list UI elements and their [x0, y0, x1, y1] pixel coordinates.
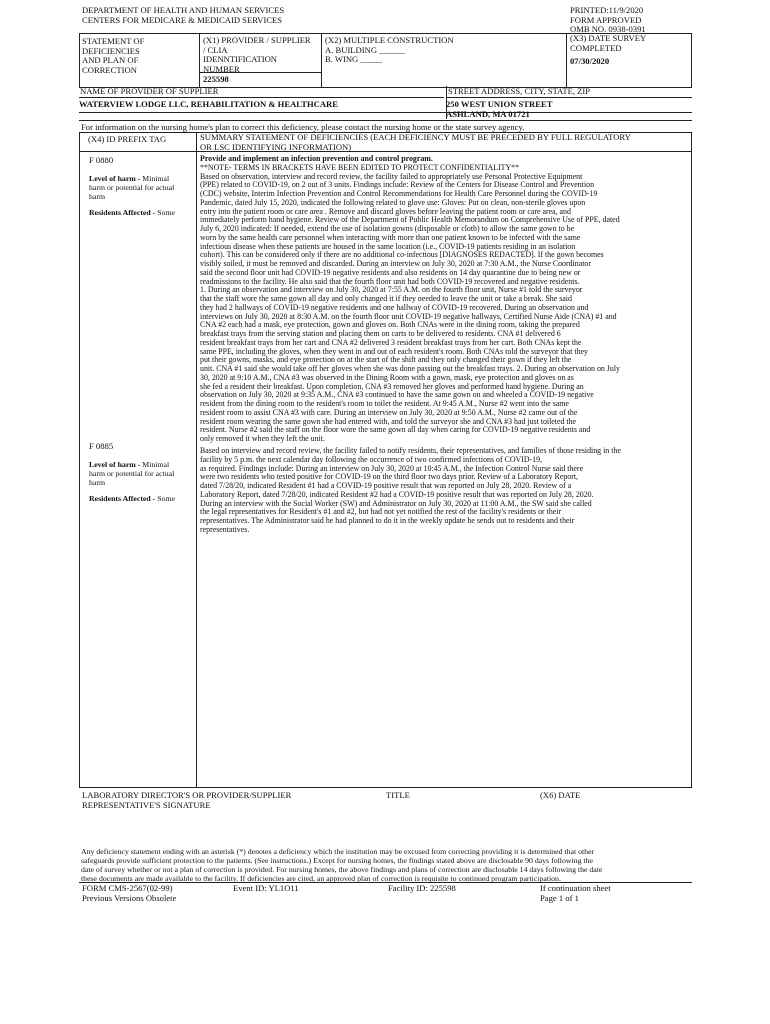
form-id: FORM CMS-2567(02-99) [82, 883, 173, 893]
dept-line-1: DEPARTMENT OF HEALTH AND HUMAN SERVICES [82, 5, 285, 15]
harm-label: Level of harm - [89, 174, 143, 183]
deficiency-line: Based on observation, interview and record review, the facility failed to appropriately use Personal Protective Equipment [200, 171, 583, 181]
deficiency-line: only removed it when they left the unit. [200, 434, 325, 443]
deficiency-line: Pandemic, dated July 15, 2020, indicated the following related to glove use: Gloves: Put on clean, non-sterile gloves upon [200, 197, 586, 207]
deficiency-line: July 6, 2020 indicated: If needed, extend the use of isolation gowns (disposable or cloth) to allow the same gown to be [200, 224, 575, 233]
grid-divider [321, 33, 322, 88]
form-approval-block [570, 6, 646, 35]
harm-value: Minimal [142, 174, 170, 183]
deficiency-line: unit. CNA #1 said she would take off her gloves when she was done passing out the breakfast trays. 2. During an observation on July [200, 364, 620, 373]
contact-info-line: For information on the nursing home's plan to correct this deficiency, please contact the nursing home or the state survey agency. [81, 122, 525, 132]
title-label: TITLE [386, 790, 410, 800]
form-id-block [82, 884, 176, 903]
deficiency-text-f0885 [200, 447, 690, 535]
residents-value: Some [157, 208, 175, 217]
tag-column-divider [196, 152, 197, 788]
grid-divider [566, 33, 567, 88]
omb-number: OMB NO. 0938-0391 [570, 24, 646, 35]
label-line: CORRECTION [82, 64, 137, 75]
label-line: B. WING _____ [325, 54, 382, 65]
frame-left [79, 152, 80, 788]
deficiency-line: Laboratory Report, dated 7/28/20, indicated Resident #2 had a COVID-19 positive result that was reported on July 28, 2020. [200, 489, 594, 499]
level-of-harm-f0880 [89, 174, 194, 201]
deficiency-line: (CDC) website, Interim Infection Prevention and Control Recommendations for Health Care Personnel during the COVID-19 [200, 189, 598, 198]
label-line: (X1) PROVIDER / SUPPLIER [203, 35, 311, 45]
label-line: STATEMENT OF [82, 36, 145, 46]
address-line-1: 250 WEST UNION STREET [446, 99, 553, 109]
deficiency-line: immediately perform hand hygiene. Review of the Department of Public Health Memorandum on Comprehensive Use of PPE, dated [200, 215, 620, 225]
frame-bottom [79, 787, 692, 788]
deficiency-line: put their gowns, masks, and eye protection on at the start of the shift and they only changed their gown if they left the [200, 355, 572, 365]
rule-line [79, 97, 444, 98]
harm-label: Level of harm - [89, 460, 143, 469]
deficiency-line: (PPE) related to COVID-19, on 2 out of 3 units. Findings include: Review of the Centers for Disease Control and Prevention [200, 180, 595, 190]
deficiency-line: During an interview with the Social Worker (SW) and Administrator on July 30, 2020 at 11:00 A.M., the SW said she called [200, 498, 592, 508]
address-label: STREET ADDRESS, CITY, STATE, ZIP [448, 86, 591, 96]
deficiency-text-f0880 [200, 155, 690, 444]
id-prefix-tag-header: (X4) ID PREFIX TAG [88, 134, 167, 144]
deficiency-line: **NOTE- TERMS IN BRACKETS HAVE BEEN EDITED TO PROTECT CONFIDENTIALITY** [200, 162, 520, 172]
disclaimer-line: date of survey whether or not a plan of correction is provided. For nursing homes, the above findings and plans of correction are disclosable 14 days following the date [81, 865, 603, 874]
deficiency-line: interviews on July 30, 2020 at 8:30 A.M. on the fourth floor unit COVID-19 negative hallways, Certified Nurse Aide (CNA) #1 and [200, 311, 617, 321]
disclaimer-line: Any deficiency statement ending with an asterisk (*) denotes a deficiency which the institution may be excused from correcting providing it is determined that other [81, 847, 595, 856]
residents-label: Residents Affected - [89, 208, 158, 217]
label-line: AND PLAN OF [82, 55, 139, 66]
disclaimer-line: safeguards provide sufficient protection to the patients. (See instructions.) Except for nursing homes, the findings stated above are disclosable 90 days following the [81, 856, 593, 865]
label-line: (X3) DATE SURVEY [570, 33, 647, 43]
grid-divider [199, 33, 200, 88]
deficiency-line: representatives. The Administrator said he had planned to do it in the weekly update he sends out to residents and their [200, 516, 575, 525]
deficiency-line: she fed a resident their breakfast. Upon completion, CNA #3 removed her gloves and performed hand hygiene. During an [200, 381, 584, 391]
disclaimer [81, 847, 693, 883]
header-line: OR LSC IDENTIFYING INFORMATION) [200, 141, 352, 152]
residents-affected-f0885 [89, 494, 175, 503]
provider-name-label: NAME OF PROVIDER OF SUPPLIER [80, 86, 219, 96]
summary-statement-header [200, 133, 631, 152]
deficiency-line: breakfast trays from the serving station and placing them on carts to be delivered to residents. CNA #1 delivered 6 [200, 329, 561, 338]
residents-affected-f0880 [89, 208, 175, 217]
date-label: (X6) DATE [540, 790, 581, 800]
label-line: / CLIA [203, 44, 228, 55]
deficiency-line: cohort). This can be considered only if there are no additional co-infectious [DIAGNOSES REDACTED]. If the gown becomes [200, 250, 604, 260]
statement-of-deficiencies-label [82, 37, 144, 75]
deficiency-line: resident room to assist CNA #3 with care. During an interview on July 30, 2020 at 9:50 A.M., Nurse #2 came out of the [200, 407, 578, 417]
residents-value: Some [157, 494, 175, 503]
deficiency-line: representatives. [200, 524, 250, 534]
disclaimer-line: these documents are made available to the facility. If deficiencies are cited, an approved plan of correction is requisite to continued program participation. [81, 874, 561, 883]
director-signature-label [82, 791, 291, 810]
rule-line [79, 112, 692, 113]
label-line: IDENNTIFICATION [203, 54, 277, 65]
label-line: COMPLETED [570, 42, 622, 53]
deficiency-line: dated 7/28/20, indicated Resident #1 had a COVID-19 positive result that was reported on July 28, 2020. Review of a [200, 481, 572, 490]
label-line: A. BUILDING ______ [325, 44, 405, 55]
printed-date: PRINTED:11/9/2020 [570, 5, 644, 15]
deficiency-line: as required. Findings include: During an interview on July 30, 2020 at 10:45 A.M., the Infection Control Nurse said there [200, 463, 584, 473]
deficiency-line: entry into the patient room or care area . Remove and discard gloves before leaving the patient room or care area, and [200, 206, 571, 216]
deficiency-line: resident room wearing the same gown she had entered with, and told the surveyor she and CNA #3 had just toileted the [200, 416, 577, 426]
multiple-construction-label [325, 36, 454, 65]
continuation-note: If continuation sheet [540, 883, 611, 893]
facility-id: Facility ID: 225598 [388, 883, 456, 893]
rule-line [446, 97, 692, 98]
deficiency-line: 30, 2020 at 9:10 A.M., CNA #3 was observed in the Dining Room with a gown, mask, eye protection and gloves on as [200, 372, 574, 382]
rule-line [79, 120, 692, 121]
event-id: Event ID: YL1O11 [233, 883, 299, 893]
deficiency-line: readmissions to the facility. He also said that the fourth floor unit had both COVID-19 recovered and negative residents. [200, 276, 580, 286]
deficiency-line: the legal representatives for Resident's #1 and #2, but had not yet notified the rest of the facility's residents or their [200, 507, 562, 517]
agency-header [82, 6, 284, 25]
deficiency-line: visibly soiled, it must be removed and discarded. During an interview on July 30, 2020 at 7:30 A.M., the Nurse Coordinator [200, 259, 591, 268]
deficiency-line: same PPE, including the gloves, when they went in and out of each resident's room. Both CNAs told the surveyor that they [200, 346, 588, 356]
deficiency-line: said the second floor unit had COVID-19 negative residents and also residents on 14 day quarantine due to being new or [200, 267, 581, 277]
deficiency-line: infectious disease when these patients are housed in the same location (i.e., COVID-19 patients residing in an isolation [200, 241, 576, 251]
label-line: (X2) MULTIPLE CONSTRUCTION [325, 35, 454, 45]
grid-divider [196, 132, 197, 152]
harm-value: Minimal [142, 460, 170, 469]
harm-detail: harm [89, 192, 106, 201]
deficiency-line: they had 2 hallways of COVID-19 negative residents and one hallway of COVID-19 recovered. During an observation and [200, 302, 589, 312]
label-line: REPRESENTATIVE'S SIGNATURE [82, 799, 211, 810]
address-line-2: ASHLAND, MA 01721 [446, 109, 530, 119]
label-line: NUMBER [203, 63, 240, 74]
harm-detail: harm [89, 478, 106, 487]
deficiency-body [200, 447, 690, 535]
survey-completed-label [570, 34, 646, 53]
deficiency-line: observation on July 30, 2020 at 9:35 A.M., CNA #3 continued to have the same gown on and wheeled a COVID-19 negative [200, 390, 594, 400]
deficiency-line: worn by the same health care personnel when interacting with more than one patient known to be infected with the same [200, 232, 581, 242]
label-line: DEFICIENCIES [82, 45, 140, 56]
harm-detail: harm or potential for actual [89, 183, 175, 192]
provider-number: 225598 [203, 74, 229, 84]
deficiency-body [200, 164, 690, 444]
label-line: LABORATORY DIRECTOR'S OR PROVIDER/SUPPLIER [82, 790, 292, 800]
survey-date: 07/30/2020 [570, 56, 610, 66]
frame-right [691, 152, 692, 788]
header-line: SUMMARY STATEMENT OF DEFICIENCIES (EACH DEFICIENCY MUST BE PRECEDED BY FULL REGULATORY [200, 132, 631, 142]
deficiency-line: 1. During an observation and interview on July 30, 2020 at 7:55 A.M. on the fourth floor unit, Nurse #1 told the surveyor [200, 285, 583, 295]
deficiency-line: resident breakfast trays from her cart and CNA #2 delivered 3 resident breakfast trays from her cart. Both CNAs kept the [200, 337, 582, 347]
provider-id-label [203, 36, 311, 74]
deficiency-tag-f0885: F 0885 [89, 441, 114, 451]
deficiency-line: resident. Nurse #2 said the staff on the floor wore the same gown all day when caring for COVID-19 negative residents and [200, 425, 591, 435]
deficiency-line: that the staff wore the same gown all day and only changed it if they needed to leave the unit or take a break. She said [200, 294, 572, 303]
residents-label: Residents Affected - [89, 494, 158, 503]
deficiency-line: Based on interview and record review, the facility failed to notify residents, their representatives, and families of those residing in the [200, 446, 621, 455]
page-number: Page 1 of 1 [540, 892, 579, 903]
form-approved: FORM APPROVED [570, 14, 642, 25]
deficiency-title: Provide and implement an infection prevention and control program. [200, 154, 433, 163]
harm-detail: harm or potential for actual [89, 469, 175, 478]
level-of-harm-f0885 [89, 460, 194, 487]
deficiency-line: CNA #2 each had a mask, eye protection, gown and gloves on. Both CNAs were in the dining room, taking the prepared [200, 320, 580, 330]
deficiency-tag-f0880: F 0880 [89, 155, 114, 165]
obsolete-note: Previous Versions Obsolete [82, 892, 177, 903]
provider-name: WATERVIEW LODGE LLC, REHABILITATION & HEALTHCARE [79, 99, 338, 109]
deficiency-line: facility by 5 p.m. the next calendar day following the occurrence of two confirmed infections of COVID-19, [200, 454, 543, 464]
page-info [540, 884, 611, 903]
deficiency-line: were two residents who tested positive for COVID-19 on the third floor two days prior. Review of a Laboratory Report, [200, 472, 579, 482]
deficiency-line: resident from the dining room to the resident's room to toilet the resident. At 9:45 A.M., Nurse #2 went into the same [200, 399, 569, 408]
dept-line-2: CENTERS FOR MEDICARE & MEDICAID SERVICES [82, 14, 283, 25]
